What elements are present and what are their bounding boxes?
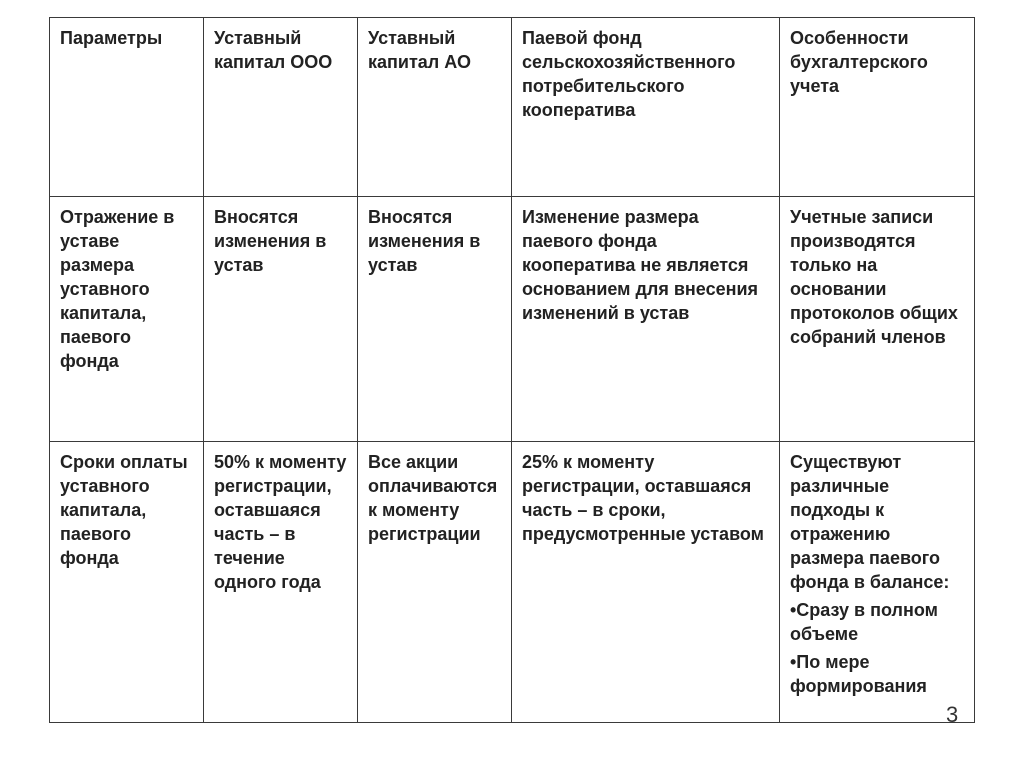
header-cell-accounting: Особенности бухгалтерского учета <box>780 18 975 197</box>
table-cell: Сроки оплаты уставного капитала, паевого фонда <box>50 442 204 723</box>
page-number: 3 <box>946 702 959 727</box>
header-cell-parameters: Параметры <box>50 18 204 197</box>
table-cell: Существуют различные подходы к отражению размера паевого фонда в балансе: •Сразу в полном объеме •По мере формирования <box>780 442 975 723</box>
table-cell: Вносятся изменения в устав <box>204 197 358 442</box>
comparison-table <box>49 17 975 723</box>
table-cell: 50% к моменту регистрации, оставшаяся часть – в течение одного года <box>204 442 358 723</box>
bullet-item: •Сразу в полном объеме <box>790 600 938 644</box>
table-cell: Вносятся изменения в устав <box>358 197 512 442</box>
header-cell-coop: Паевой фонд сельскохозяйственного потребительского кооператива <box>512 18 780 197</box>
table-row <box>50 197 975 442</box>
table-cell: 25% к моменту регистрации, оставшаяся часть – в сроки, предусмотренные уставом <box>512 442 780 723</box>
table-cell: Все акции оплачиваются к моменту регистрации <box>358 442 512 723</box>
header-cell-ao: Уставный капитал АО <box>358 18 512 197</box>
table-cell: Отражение в уставе размера уставного капитала, паевого фонда <box>50 197 204 442</box>
table-cell: Изменение размера паевого фонда кооператива не является основанием для внесения изменений в устав <box>512 197 780 442</box>
header-cell-ooo: Уставный капитал ООО <box>204 18 358 197</box>
table-header-row <box>50 18 975 197</box>
table-row <box>50 442 975 723</box>
table-cell: Учетные записи производятся только на основании протоколов общих собраний членов <box>780 197 975 442</box>
bullet-item: •По мере формирования <box>790 652 927 696</box>
